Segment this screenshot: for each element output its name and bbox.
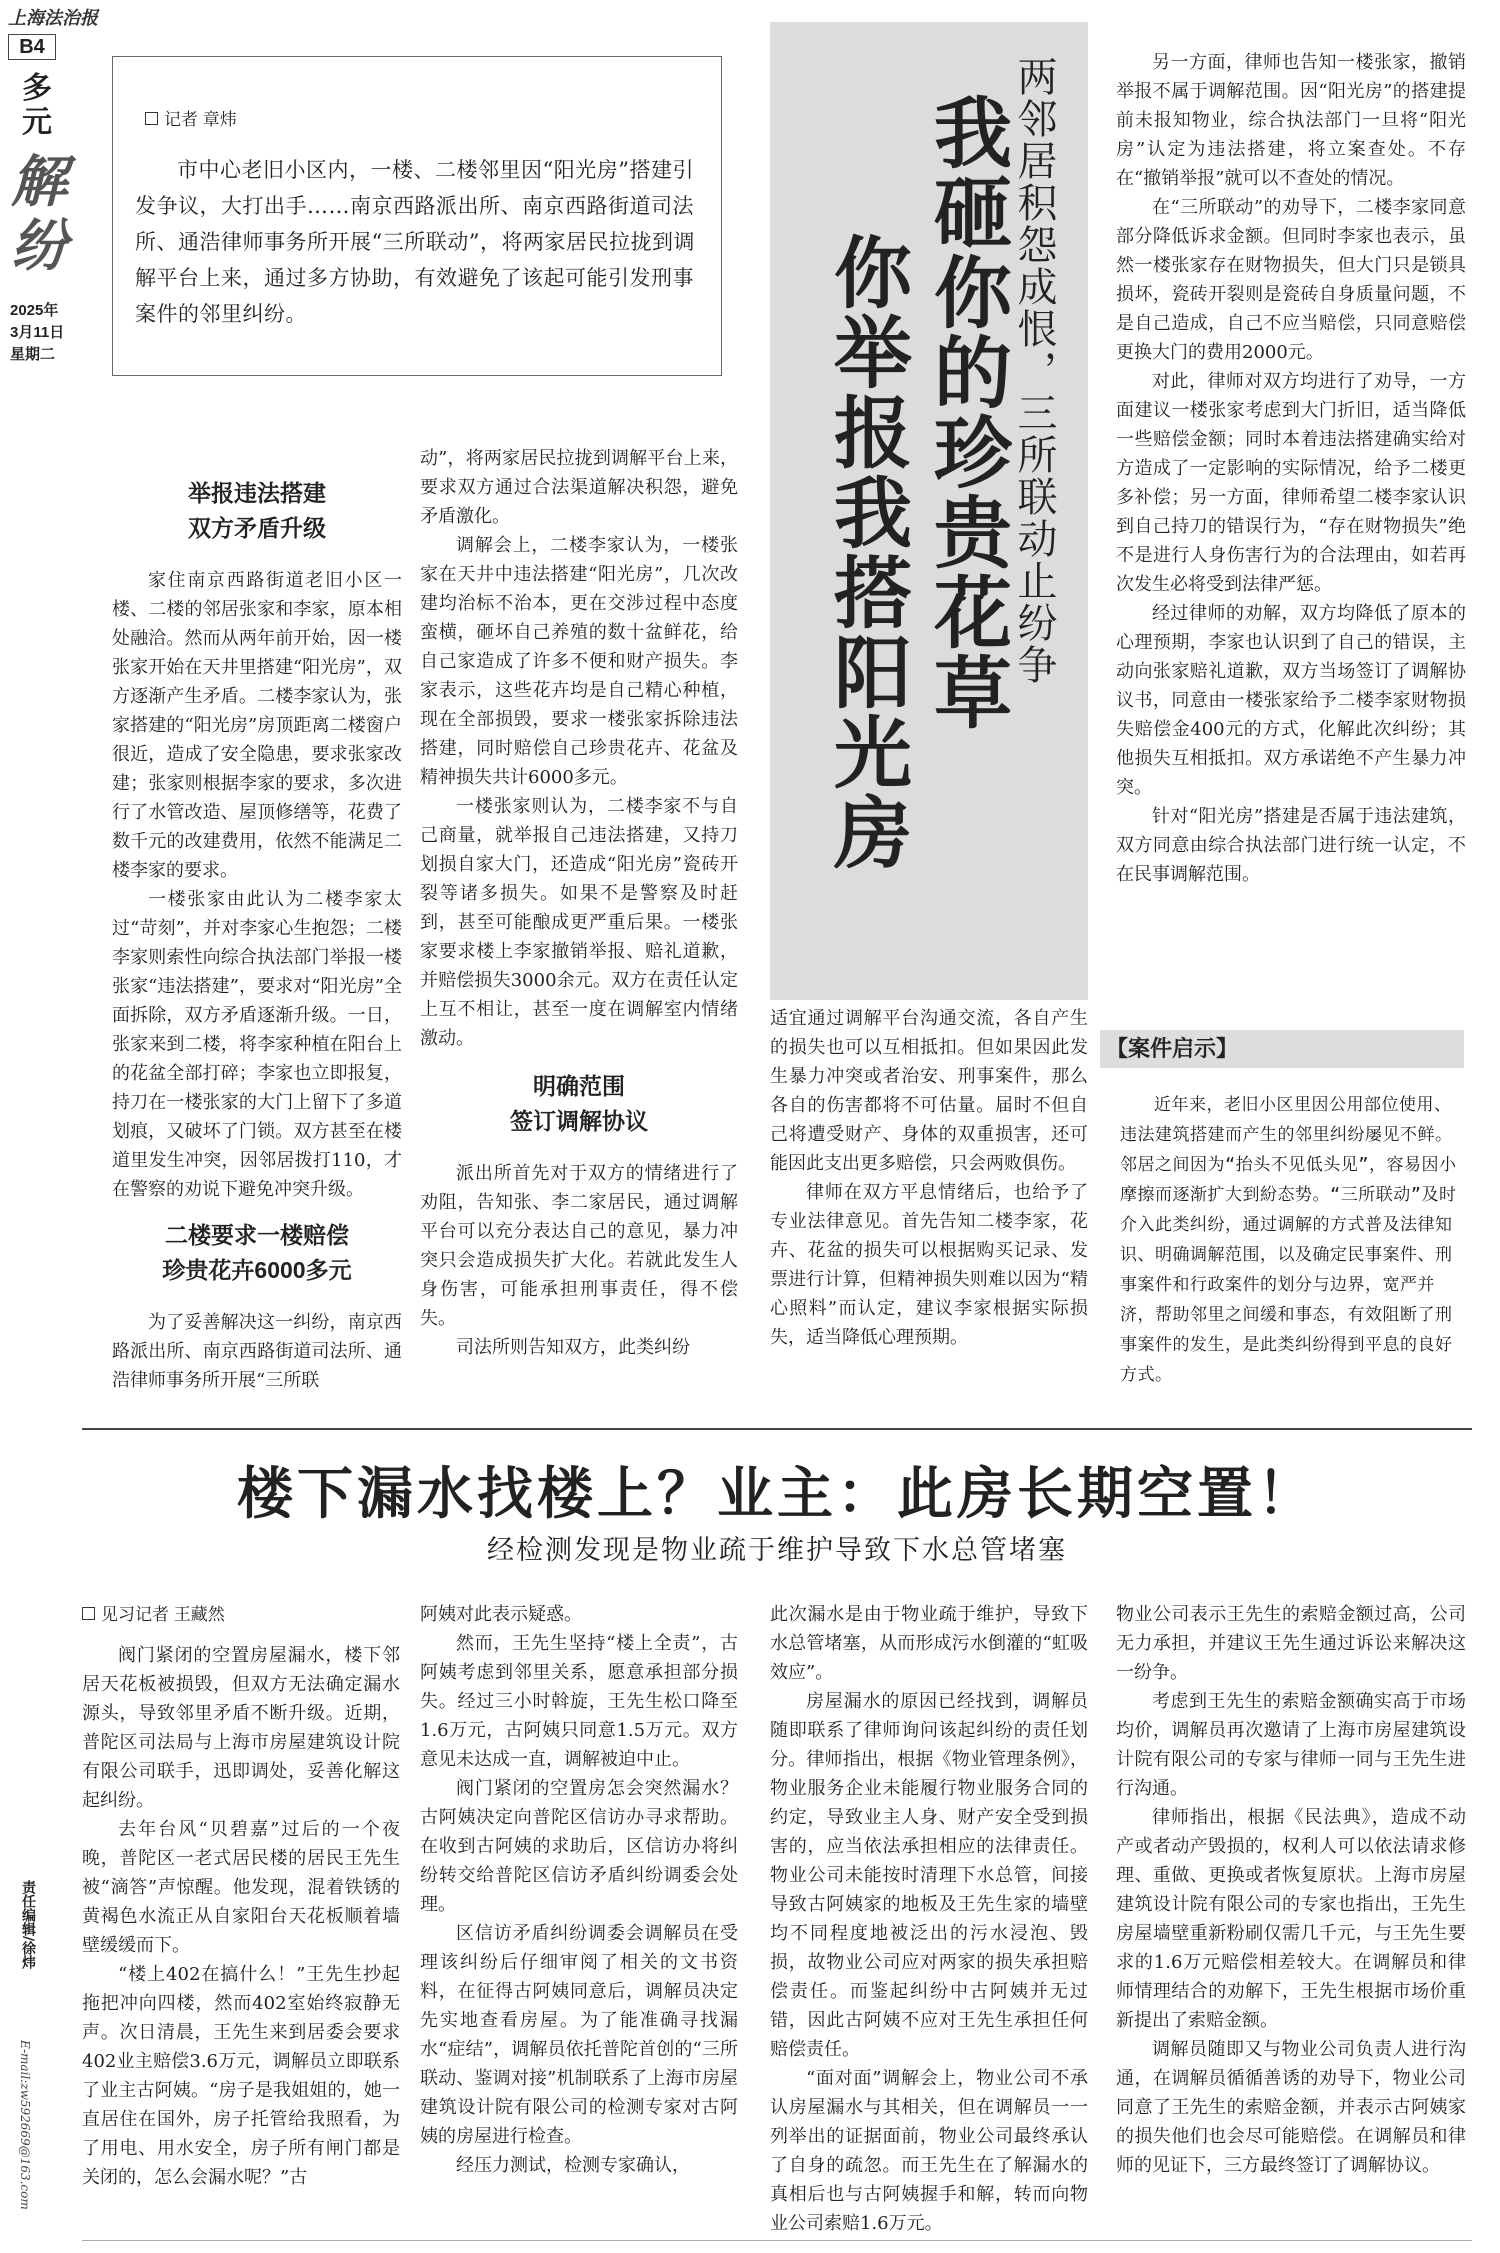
article2-column-4: [1116, 1600, 1466, 2180]
page-number: B4: [8, 34, 56, 60]
article1-title-line2: 你举报我搭阳光房: [821, 232, 912, 872]
case-insight-heading: 【案件启示】: [1100, 1030, 1464, 1068]
article1-title-line1: 我砸你的珍贵花草: [921, 92, 1012, 732]
paragraph: 适宜通过调解平台沟通交流，各自产生的损失也可以互相抵扣。但如果因此发生暴力冲突或者治安、刑事案件，那么各自的伤害都将不可估量。届时不但自己将遭受财产、身体的双重损害，还可能因此支出更多赔偿，只会两败俱伤。: [770, 1008, 1088, 1174]
paragraph: 律师指出，根据《民法典》，造成不动产或者动产毁损的，权利人可以依法请求修理、重做、更换或者恢复原状。上海市房屋建筑设计院有限公司的专家也指出，王先生房屋墙壁重新粉刷仅需几千元，与王先生要求的1.6万元赔偿相差较大。在调解员和律师情理结合的劝解下，王先生根据市场价重新提出了索赔金额。: [1116, 1807, 1466, 2031]
article1-lead: 市中心老旧小区内，一楼、二楼邻里因“阳光房”搭建引发争议，大打出手……南京西路派出所、南京西路街道司法所、通浩律师事务所开展“三所联动”，将两家居民拉拢到调解平台上来，通过多方协助，有效避免了该起可能引发刑事案件的邻里纠纷。: [135, 158, 695, 326]
paragraph: 为了妥善解决这一纠纷，南京西路派出所、南京西路街道司法所、通浩律师事务所开展“三所联: [112, 1312, 402, 1391]
paragraph: “楼上402在搞什么！”王先生抄起拖把冲向四楼，然而402室始终寂静无声。次日清晨，王先生来到居委会要求402业主赔偿3.6万元，调解员立即联系了业主古阿姨。“房子是我姐姐的，她一直居住在国外，房子托管给我照看，为了用电、用水安全，房子所有闸门都是关闭的，怎么会漏水呢？”古: [82, 1964, 400, 2188]
paragraph: 然而，王先生坚持“楼上全责”，古阿姨考虑到邻里关系，愿意承担部分损失。经过三小时斡旋，王先生松口降至1.6万元，古阿姨只同意1.5万元。双方意见未达成一直，调解被迫中止。: [420, 1633, 738, 1770]
paragraph: 阿姨对此表示疑惑。: [420, 1604, 582, 1625]
article2-headline: 楼下漏水找楼上？业主：此房长期空置！: [237, 1461, 1317, 1527]
paragraph: 调解员随即又与物业公司负责人进行沟通，在调解员循循善诱的劝导下，物业公司同意了王先生的索赔金额，并表示古阿姨家的损失他们也会尽可能赔偿。在调解员和律师的见证下，三方最终签订了调解协议。: [1116, 2039, 1466, 2176]
issue-weekday: 星期二: [10, 346, 56, 363]
paragraph: “面对面”调解会上，物业公司不承认房屋漏水与其相关，但在调解员一一列举出的证据面前，物业公司最终承认了自身的疏忽。而王先生在了解漏水的真相后也与古阿姨握手和解，转而向物业公司索赔1.6万元。: [770, 2068, 1088, 2234]
editor-email: E-mail:zw592669@163.com: [18, 2040, 32, 2210]
article1-title-panel: [770, 22, 1088, 1000]
paragraph: 在“三所联动”的劝导下，二楼李家同意部分降低诉求金额。但同时李家也表示，虽然一楼张家存在财物损失，但大门只是锁具损坏，瓷砖开裂则是瓷砖自身质量问题，不是自己造成，自己不应当赔偿，只同意赔偿更换大门的费用2000元。: [1116, 197, 1466, 363]
article1-column-2: [420, 444, 738, 1362]
paragraph: 物业公司表示王先生的索赔金额过高，公司无力承担，并建议王先生通过诉讼来解决这一纷争。: [1116, 1604, 1466, 1683]
paragraph: 考虑到王先生的索赔金额确实高于市场均价，调解员再次邀请了上海市房屋建筑设计院有限公司的专家与律师一同与王先生进行沟通。: [1116, 1691, 1466, 1799]
paragraph: 司法所则告知双方，此类纠纷: [456, 1337, 690, 1358]
subhead-line: 二楼要求一楼赔偿: [165, 1222, 349, 1248]
issue-date: [10, 300, 80, 366]
editor-credit: 责任编辑/徐炜: [20, 1880, 36, 1970]
paragraph: 此次漏水是由于物业疏于维护，导致下水总管堵塞，从而形成污水倒灌的“虹吸效应”。: [770, 1604, 1088, 1683]
paragraph: 近年来，老旧小区里因公用部位使用、违法建筑搭建而产生的邻里纠纷屡见不鲜。邻居之间因为“抬头不见低头见”，容易因小摩擦而逐渐扩大到紛态势。“三所联动”及时介入此类纠纷，通过调解的方式普及法律知识、明确调解范围，以及确定民事案件、刑事案件和行政案件的划分与边界，宽严并济，帮助邻里之间缓和事态，有效阻断了刑事案件的发生，是此类纠纷得到平息的良好方式。: [1120, 1095, 1457, 1385]
subhead-line: 签订调解协议: [510, 1108, 648, 1134]
paragraph: 动”，将两家居民拉拢到调解平台上来，要求双方通过合法渠道解决积怨，避免矛盾激化。: [420, 448, 738, 527]
article2-column-3: [770, 1600, 1088, 2238]
article1-reporter: 记者 章炜: [164, 110, 237, 129]
article1-subhead-3: [420, 1069, 738, 1139]
paragraph: 一楼张家由此认为二楼李家太过“苛刻”，并对李家心生抱怨；二楼李家则索性向综合执法部门举报一楼张家“违法搭建”，要求对“阳光房”全面拆除，双方矛盾逐渐升级。一日，张家来到二楼，将李家种植在阳台上的花盆全部打碎；李家也立即报复，持刀在一楼张家的大门上留下了多道划痕，又破坏了门锁。双方甚至在楼道里发生冲突，因邻居拨打110，才在警察的劝说下避免冲突升级。: [112, 889, 402, 1200]
subhead-line: 举报违法搭建: [188, 480, 326, 506]
subhead-line: 珍贵花卉6000多元: [162, 1257, 352, 1283]
paragraph: 针对“阳光房”搭建是否属于违法建筑，双方同意由综合执法部门进行统一认定，不在民事调解范围。: [1116, 806, 1466, 885]
section-name: 多元: [22, 71, 52, 140]
article2-subheadline: 经检测发现是物业疏于维护导致下水总管堵塞: [487, 1535, 1067, 1565]
article1-subhead-2: [112, 1218, 402, 1288]
article1-subhead-1: [112, 476, 402, 546]
article2-reporter: 见习记者 王藏然: [101, 1605, 225, 1624]
paragraph: 去年台风“贝碧嘉”过后的一个夜晚，普陀区一老式居民楼的居民王先生被“滴答”声惊醒。他发现，混着铁锈的黄褐色水流正从自家阳台天花板顺着墙壁缓缓而下。: [82, 1819, 400, 1956]
issue-day: 3月11日: [10, 324, 65, 341]
subhead-line: 双方矛盾升级: [188, 515, 326, 541]
article2-column-1: [82, 1600, 400, 2192]
article1-column-1: [112, 468, 402, 1395]
article1-subtitle: 两邻居积怨成恨，三所联动止纷争: [1012, 56, 1056, 686]
paragraph: 经压力测试，检测专家确认，: [456, 2155, 690, 2176]
case-insight-body: [1120, 1090, 1464, 1390]
section-title: 解纷: [11, 149, 67, 279]
article2-byline: [82, 1600, 400, 1629]
paragraph: 房屋漏水的原因已经找到，调解员随即联系了律师询问该起纠纷的责任划分。律师指出，根据《物业管理条例》，物业服务企业未能履行物业服务合同的约定，导致业主人身、财产安全受到损害的，应当依法承担相应的法律责任。物业公司未能按时清理下水总管，间接导致古阿姨家的地板及王先生家的墙壁均不同程度地被泛出的污水浸泡、毁损，故物业公司应对两家的损失承担赔偿责任。而鉴起纠纷中古阿姨并无过错，因此古阿姨不应对王先生承担任何赔偿责任。: [770, 1691, 1088, 2060]
paragraph: 对此，律师对双方均进行了劝导，一方面建议一楼张家考虑到大门折旧，适当降低一些赔偿金额；同时本着违法搭建确实给对方造成了一定影响的实际情况，给予二楼更多补偿；另一方面，律师希望二楼李家认识到自己持刀的错误行为，“存在财物损失”绝不是进行人身伤害行为的合法理由，如若再次发生必将受到法律严惩。: [1116, 371, 1466, 595]
paragraph: 阀门紧闭的空置房怎会突然漏水？古阿姨决定向普陀区信访办寻求帮助。在收到古阿姨的求助后，区信访办将纠纷转交给普陀区信访矛盾纠纷调委会处理。: [420, 1778, 738, 1915]
paragraph: 一楼张家则认为，二楼李家不与自己商量，就举报自己违法搭建，又持刀划损自家大门，还造成“阳光房”瓷砖开裂等诸多损失。如果不是警察及时赶到，甚至可能酿成更严重后果。一楼张家要求楼上李家撤销举报、赔礼道歉，并赔偿损失3000余元。双方在责任认定上互不相让，甚至一度在调解室内情绪激动。: [420, 796, 738, 1049]
page-bottom-rule: [82, 2240, 1472, 2241]
newspaper-masthead: 上海法治报: [8, 8, 98, 29]
section-divider: [82, 1428, 1472, 1430]
article2-column-2: [420, 1600, 738, 2180]
paragraph: 律师在双方平息情绪后，也给予了专业法律意见。首先告知二楼李家，花卉、花盆的损失可以根据购买记录、发票进行计算，但精神损失则难以因为“精心照料”而认定，建议李家根据实际损失，适当降低心理预期。: [770, 1182, 1088, 1348]
subhead-line: 明确范围: [533, 1073, 625, 1099]
byline-square-icon: [82, 1607, 95, 1620]
article1-column-4: [1116, 48, 1466, 889]
issue-year: 2025年: [10, 302, 59, 319]
paragraph: 家住南京西路街道老旧小区一楼、二楼的邻居张家和李家，原本相处融洽。然而从两年前开始，因一楼张家开始在天井里搭建“阳光房”，双方逐渐产生矛盾。二楼李家认为，张家搭建的“阳光房”房顶距离二楼窗户很近，造成了安全隐患，要求张家改建；张家则根据李家的要求，多次进行了水管改造、屋顶修缮等，花费了数千元的改建费用，依然不能满足二楼李家的要求。: [112, 570, 402, 881]
article1-byline: [145, 105, 699, 130]
article1-column-3: [770, 1004, 1088, 1352]
article1-lead-box: [112, 56, 722, 376]
paragraph: 调解会上，二楼李家认为，一楼张家在天井中违法搭建“阳光房”，几次改建均治标不治本，更在交涉过程中态度蛮横，砸坏自己养殖的数十盆鲜花，给自己家造成了许多不便和财产损失。李家表示，这些花卉均是自己精心种植，现在全部损毁，要求一楼张家拆除违法搭建，同时赔偿自己珍贵花卉、花盆及精神损失共计6000多元。: [420, 535, 738, 788]
paragraph: 另一方面，律师也告知一楼张家，撤销举报不属于调解范围。因“阳光房”的搭建提前未报知物业，综合执法部门一旦将“阳光房”认定为违法搭建，将立案查处。不存在“撤销举报”就可以不查处的情况。: [1116, 52, 1466, 189]
byline-square-icon: [145, 112, 158, 125]
paragraph: 区信访矛盾纠纷调委会调解员在受理该纠纷后仔细审阅了相关的文书资料，在征得古阿姨同意后，调解员决定先实地查看房屋。为了能准确寻找漏水“症结”，调解员依托普陀首创的“三所联动、鉴调对接”机制联系了上海市房屋建筑设计院有限公司的检测专家对古阿姨的房屋进行检查。: [420, 1923, 738, 2147]
paragraph: 经过律师的劝解，双方均降低了原本的心理预期，李家也认识到了自己的错误，主动向张家赔礼道歉，双方当场签订了调解协议书，同意由一楼张家给予二楼李家财物损失赔偿金400元的方式，化解此次纠纷；其他损失互相抵扣。双方承诺绝不产生暴力冲突。: [1116, 603, 1466, 798]
paragraph: 阀门紧闭的空置房屋漏水，楼下邻居天花板被损毁，但双方无法确定漏水源头，导致邻里矛盾不断升级。近期，普陀区司法局与上海市房屋建筑设计院有限公司联手，迅即调处，妥善化解这起纠纷。: [82, 1645, 400, 1811]
paragraph: 派出所首先对于双方的情绪进行了劝阻，告知张、李二家居民，通过调解平台可以充分表达自己的意见，暴力冲突只会造成损失扩大化。若就此发生人身伤害，可能承担刑事责任，得不偿失。: [420, 1163, 738, 1329]
